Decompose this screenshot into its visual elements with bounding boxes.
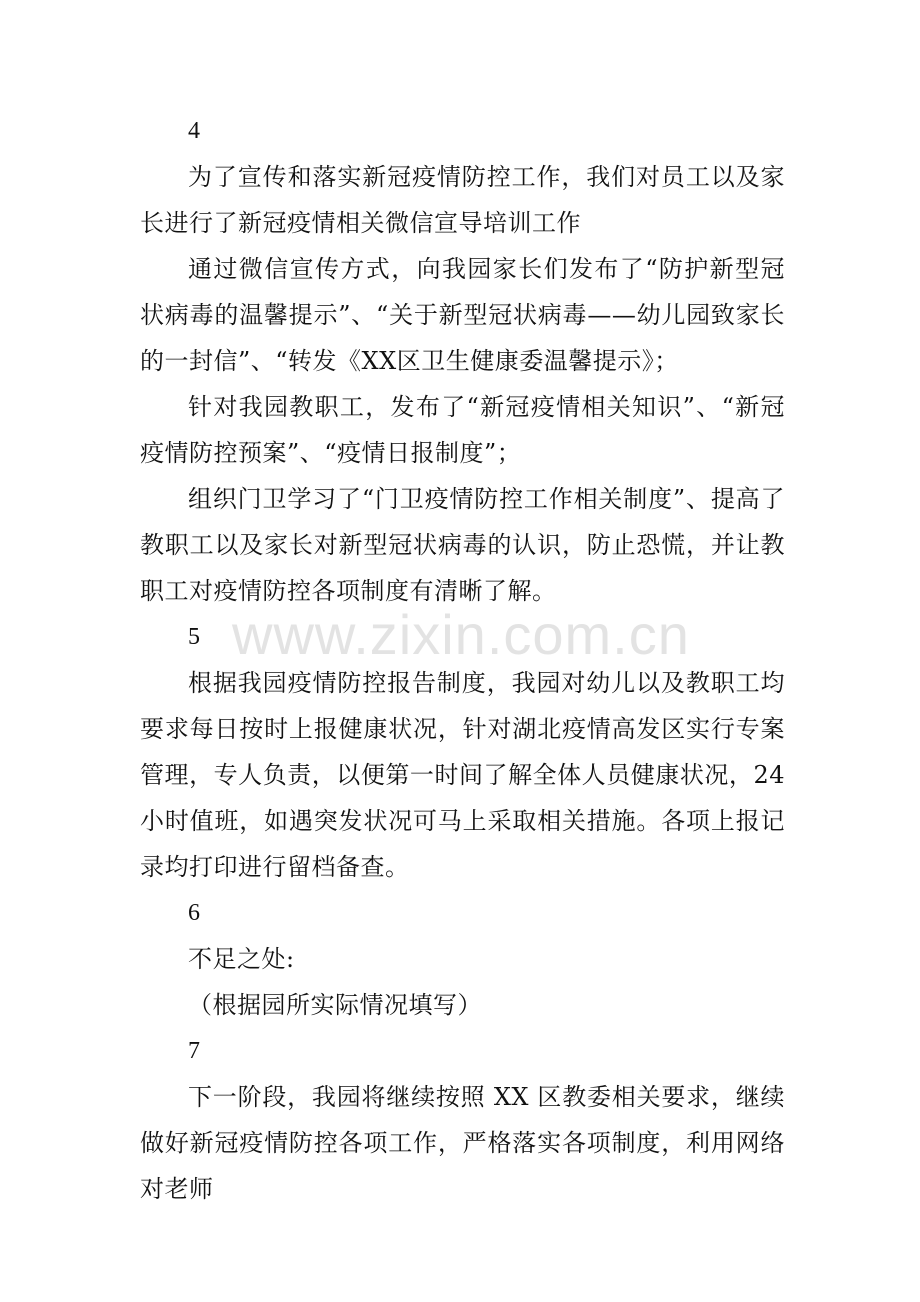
watermark-text: www.zixin.com.cn [232, 603, 690, 666]
section-number-7: 7 [188, 1038, 201, 1064]
document-body [140, 108, 785, 1212]
paragraph-wechat-training: 为了宣传和落实新冠疫情防控工作，我们对员工以及家长进行了新冠疫情相关微信宣导培训工作 [140, 163, 785, 237]
paragraph-shortcomings-note: （根据园所实际情况填写） [188, 991, 482, 1019]
section-number-5: 5 [188, 624, 201, 650]
paragraph-health-reporting: 根据我园疫情防控报告制度，我园对幼儿以及教职工均要求每日按时上报健康状况，针对湖北疫情高发区实行专案管理，专人负责，以便第一时间了解全体人员健康状况，24 小时值班，如遇突发状况可马上采取相关措施。各项上报记录均打印进行留档备查。 [140, 669, 785, 881]
paragraph-guard-training: 组织门卫学习了“门卫疫情防控工作相关制度”、提高了教职工以及家长对新型冠状病毒的认识，防止恐慌，并让教职工对疫情防控各项制度有清晰了解。 [140, 485, 785, 605]
section-number-4: 4 [188, 118, 201, 144]
paragraph-parent-notices: 通过微信宣传方式，向我园家长们发布了“防护新型冠状病毒的温馨提示”、“关于新型冠状病毒——幼儿园致家长的一封信”、“转发《XX区卫生健康委温馨提示》； [140, 255, 785, 375]
paragraph-shortcomings-heading: 不足之处: [188, 945, 295, 973]
section-number-6: 6 [188, 900, 201, 926]
paragraph-next-stage: 下一阶段，我园将继续按照 XX 区教委相关要求，继续做好新冠疫情防控各项工作，严格落实各项制度，利用网络对老师 [140, 1083, 785, 1203]
paragraph-staff-notices: 针对我园教职工，发布了“新冠疫情相关知识”、“新冠疫情防控预案”、“疫情日报制度”； [140, 393, 785, 467]
